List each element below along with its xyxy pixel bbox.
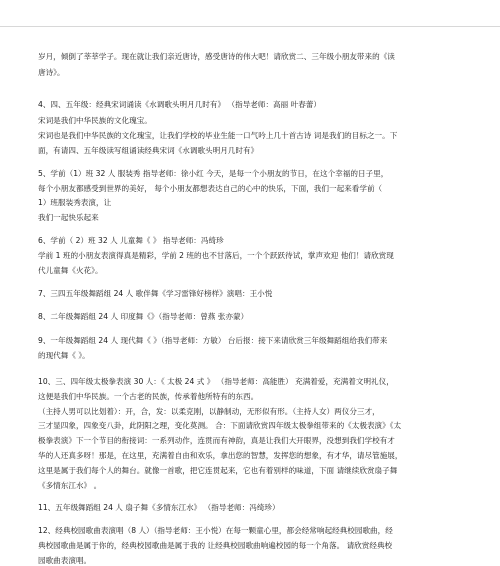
text-line: 宋词是我们中华民族的文化瑰宝。 bbox=[38, 116, 152, 125]
text-line: 学前 1 班的小朋友表演得真是精彩，学前 2 班的也不甘落后，一个个跃跃待试，掌声欢迎 他们！请欣赏现 bbox=[38, 251, 394, 260]
text-line: 这便是我们中华民族。一个古老的民族，传承着他所特有的东西。 bbox=[38, 392, 259, 401]
text-line: 岁月，倾倒了莘莘学子。现在就让我们亲近唐诗，感受唐诗的伟大吧！请欣赏二、三年级小朋友带来的《读 bbox=[38, 52, 395, 61]
text-line: 宋词也是我们中华民族的文化瑰宝，让我们学校的毕业生能一口气吟上几十首古诗 词是我们的目标之一。下 bbox=[38, 131, 398, 140]
text-line: 《多情东江水》 。 bbox=[38, 481, 102, 490]
text-line: 唐诗》。 bbox=[38, 68, 65, 77]
text-line: 华的人还真多呀！那是，在这里，充满着自由和欢乐，拿出您的智慧，发挥您的想象，有才华，请尽管施展， bbox=[38, 451, 403, 460]
text-line: 园歌曲表演唱。 bbox=[38, 556, 92, 565]
item-11-heading: 11、五年级舞蹈组 24 人 扇子舞《多情东江水》 （指导老师：冯绮珍） bbox=[38, 503, 280, 512]
text-line: 1）班服装秀表演，让 bbox=[38, 198, 112, 207]
text-line: 极拳表演》下一个节目的衔接词：一系列动作，连贯而有神韵，真是让我们大开眼界，没想到我们学校有才 bbox=[38, 436, 395, 445]
item-9-heading: 9、一年级舞蹈组 24 人 现代舞《 》（指导老师：方敏） 台后报：接下来请欣赏三年级舞蹈组给我们带来 bbox=[38, 336, 388, 345]
text-line: 这里是属于我们每个人的舞台。就像一首歌，把它连贯起来，它也有着别样的味道，下面 请继续欣赏扇子舞 bbox=[38, 466, 398, 475]
item-8-heading: 8、二年级舞蹈组 24 人 印度舞《》（指导老师：曾燕 张亦蒙） bbox=[38, 312, 249, 321]
item-5-heading: 5、学前（1）班 32 人 服装秀 指导老师：徐小红 今天，是每一个小朋友的节日，在这个幸福的日子里， bbox=[38, 169, 389, 178]
text-line: 三才显四象，四象变八卦，此阴阳之理，变化莫测。 合：下面请欣赏四年级太极拳组带来的《太极表演》《太 bbox=[38, 421, 402, 430]
item-4-heading: 4、四、五年级：经典宋词诵读《水调歌头明月几时有》 （指导老师：高丽 叶春蕾） bbox=[38, 100, 322, 109]
text-line: 代儿童舞《火花》。 bbox=[38, 266, 103, 275]
item-10-heading: 10、三、四年级太极拳表演 30 人：《 太极 24 式 》 （指导老师：高能胜） 充满着爱，充满着文明礼仪， bbox=[38, 377, 394, 386]
item-7-heading: 7、三四五年级舞蹈组 24 人 歌伴舞《学习雷锋好榜样》演唱：王小悦 bbox=[38, 289, 273, 298]
item-6-heading: 6、学前（ 2）班 32 人 儿童舞《 》 指导老师：冯绮珍 bbox=[38, 236, 224, 245]
text-line: 每个小朋友都感受到世界的美好， 每个小朋友都想表达自己的心中的快乐，下面，我们一起来看学前（ bbox=[38, 184, 383, 193]
text-line: 我们一起快乐起来 bbox=[38, 213, 99, 222]
text-line: 典校园歌曲是属于你的，经典校园歌曲是属于我的 让经典校园歌曲响遍校园的每一个角落。 请欣赏经典校 bbox=[38, 541, 393, 550]
top-divider bbox=[0, 26, 500, 27]
item-12-heading: 12、经典校园歌曲表演唱（8 人）（指导老师：王小悦）在每一颗童心里，都会经常响起经典校园歌曲，经 bbox=[38, 526, 393, 535]
text-line: （主持人男可以比划着）：开，合，发：以柔克刚，以静制动，无形似有形。（主持人女）两仪分三才， bbox=[38, 407, 380, 416]
text-line: 面，有请四、五年级读写组诵读经典宋词《水调歌头明月几时有》 bbox=[38, 146, 259, 155]
text-line: 的现代舞《 》。 bbox=[38, 351, 90, 360]
